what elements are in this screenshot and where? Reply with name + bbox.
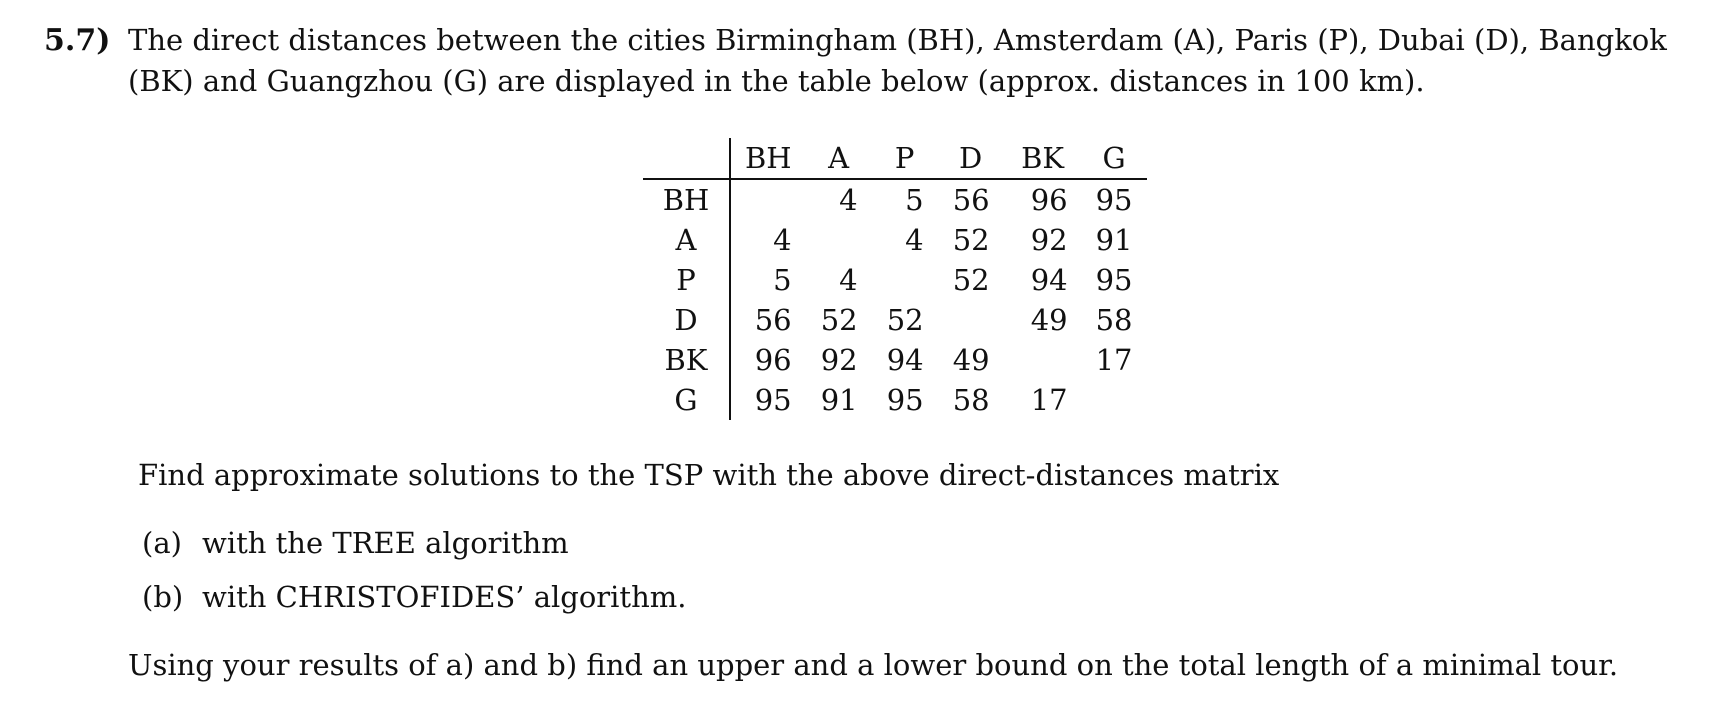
subtask-text: with the TREE algorithm <box>202 526 569 560</box>
table-cell: 4 <box>773 223 792 257</box>
row-header: BH <box>643 179 730 220</box>
table-cell: 56 <box>952 183 990 217</box>
intro-line-2: (BK) and Guangzhou (G) are displayed in the table below (approx. distances in 100 km). <box>128 64 1425 98</box>
subtask-a <box>142 526 569 560</box>
final-question: Using your results of a) and b) find an upper and a lower bound on the total length of a minimal tour. <box>128 648 1619 682</box>
subtask-label: (a) <box>142 526 182 560</box>
table-row <box>643 340 1147 380</box>
table-header-row <box>643 138 1147 179</box>
table-cell <box>872 260 938 300</box>
table-cell: 92 <box>1030 223 1068 257</box>
table-cell: 95 <box>1095 263 1133 297</box>
table-cell: 52 <box>952 223 990 257</box>
table-cell: 91 <box>820 383 858 417</box>
column-header: G <box>1082 138 1147 179</box>
table-cell: 96 <box>754 343 792 377</box>
distance-table <box>643 138 1147 420</box>
problem-number: 5.7) <box>44 23 111 58</box>
row-header: P <box>643 260 730 300</box>
table-row <box>643 260 1147 300</box>
subtask-text: with CHRISTOFIDES’ algorithm. <box>202 580 687 614</box>
table-cell: 58 <box>1095 303 1133 337</box>
table-row <box>643 179 1147 220</box>
table-cell: 4 <box>839 263 858 297</box>
table-cell: 4 <box>839 183 858 217</box>
table-cell: 95 <box>754 383 792 417</box>
table-cell: 52 <box>952 263 990 297</box>
table-row <box>643 300 1147 340</box>
table-cell: 49 <box>1030 303 1068 337</box>
column-header: D <box>938 138 1004 179</box>
table-row <box>643 220 1147 260</box>
column-header: BK <box>1004 138 1082 179</box>
table-cell: 17 <box>1030 383 1068 417</box>
table-cell: 49 <box>952 343 990 377</box>
table-cell: 96 <box>1030 183 1068 217</box>
table-cell: 95 <box>1095 183 1133 217</box>
table-cell: 4 <box>905 223 924 257</box>
subtask-b <box>142 580 686 614</box>
table-cell <box>806 220 872 260</box>
row-header: A <box>643 220 730 260</box>
table-cell: 92 <box>820 343 858 377</box>
row-header: BK <box>643 340 730 380</box>
intro-line-1: The direct distances between the cities Birmingham (BH), Amsterdam (A), Paris (P), Dubai (D), Bangkok <box>128 23 1667 57</box>
table-cell: 94 <box>1030 263 1068 297</box>
table-corner-cell <box>643 138 730 179</box>
column-header: P <box>872 138 938 179</box>
table-cell: 56 <box>754 303 792 337</box>
table-cell: 94 <box>886 343 924 377</box>
table-cell: 58 <box>952 383 990 417</box>
table-cell: 95 <box>886 383 924 417</box>
table-cell: 5 <box>773 263 792 297</box>
table-cell: 5 <box>905 183 924 217</box>
table-cell <box>1082 380 1147 420</box>
table-cell: 91 <box>1095 223 1133 257</box>
row-header: D <box>643 300 730 340</box>
subtask-label: (b) <box>142 580 184 614</box>
table-cell <box>730 179 806 220</box>
table-cell <box>938 300 1004 340</box>
task-statement: Find approximate solutions to the TSP with the above direct-distances matrix <box>138 458 1280 492</box>
table-cell: 52 <box>820 303 858 337</box>
column-header: BH <box>730 138 806 179</box>
table-cell: 52 <box>886 303 924 337</box>
row-header: G <box>643 380 730 420</box>
table-row <box>643 380 1147 420</box>
problem-intro <box>44 20 1704 102</box>
table-cell <box>1004 340 1082 380</box>
column-header: A <box>806 138 872 179</box>
table-cell: 17 <box>1095 343 1133 377</box>
